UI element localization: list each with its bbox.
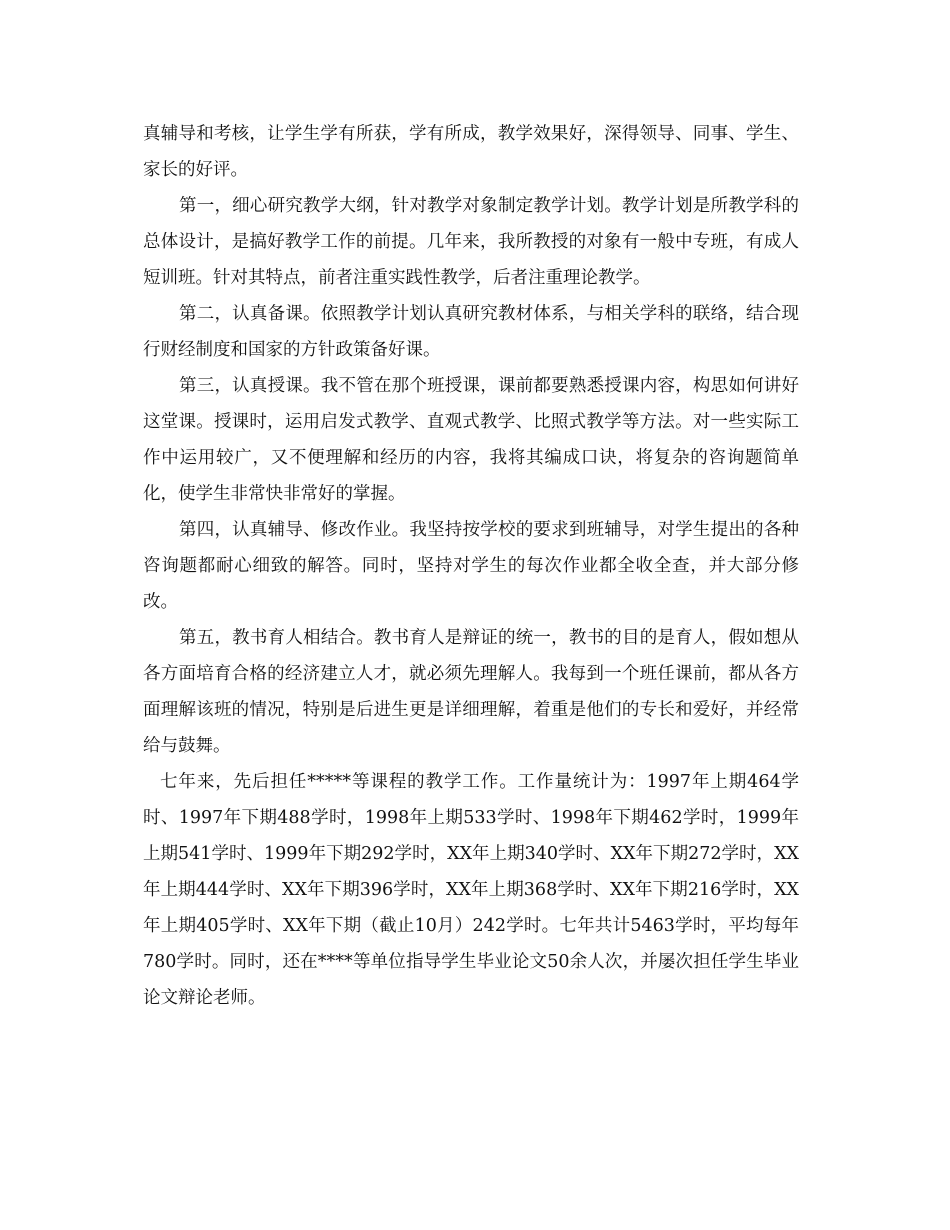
paragraph-continuation: 真辅导和考核，让学生学有所获，学有所成，教学效果好，深得领导、同事、学生、家长的好评。 (143, 124, 799, 180)
paragraph-second: 第二，认真备课。依照教学计划认真研究教材体系，与相关学科的联络，结合现行财经制度和国家的方针政策备好课。 (143, 304, 799, 360)
document-page (143, 116, 799, 1016)
paragraph-fourth: 第四，认真辅导、修改作业。我坚持按学校的要求到班辅导，对学生提出的各种咨询题都耐心细致的解答。同时，坚持对学生的每次作业都全收全查，并大部分修改。 (143, 520, 799, 612)
paragraph-fifth: 第五，教书育人相结合。教书育人是辩证的统一，教书的目的是育人，假如想从各方面培育合格的经济建立人才，就必须先理解人。我每到一个班任课前，都从各方面理解该班的情况，特别是后进生更是详细理解，着重是他们的专长和爱好，并经常给与鼓舞。 (143, 628, 799, 756)
paragraph-workload-summary: 七年来，先后担任*****等课程的教学工作。工作量统计为：1997年上期464学时、1997年下期488学时，1998年上期533学时、1998年下期462学时，1999年上期541学时、1999年下期292学时，XX年上期340学时、XX年下期272学时，XX年上期444学时、XX年下期396学时，XX年上期368学时、XX年下期216学时，XX年上期405学时、XX年下期（截止10月）242学时。七年共计5463学时，平均每年780学时。同时，还在****等单位指导学生毕业论文50余人次，并屡次担任学生毕业论文辩论老师。 (143, 772, 799, 1008)
paragraph-third: 第三，认真授课。我不管在那个班授课，课前都要熟悉授课内容，构思如何讲好这堂课。授课时，运用启发式教学、直观式教学、比照式教学等方法。对一些实际工作中运用较广，又不便理解和经历的内容，我将其编成口诀，将复杂的咨询题简单化，使学生非常快非常好的掌握。 (143, 376, 799, 504)
paragraph-first: 第一，细心研究教学大纲，针对教学对象制定教学计划。教学计划是所教学科的总体设计，是搞好教学工作的前提。几年来，我所教授的对象有一般中专班，有成人短训班。针对其特点，前者注重实践性教学，后者注重理论教学。 (143, 196, 799, 288)
